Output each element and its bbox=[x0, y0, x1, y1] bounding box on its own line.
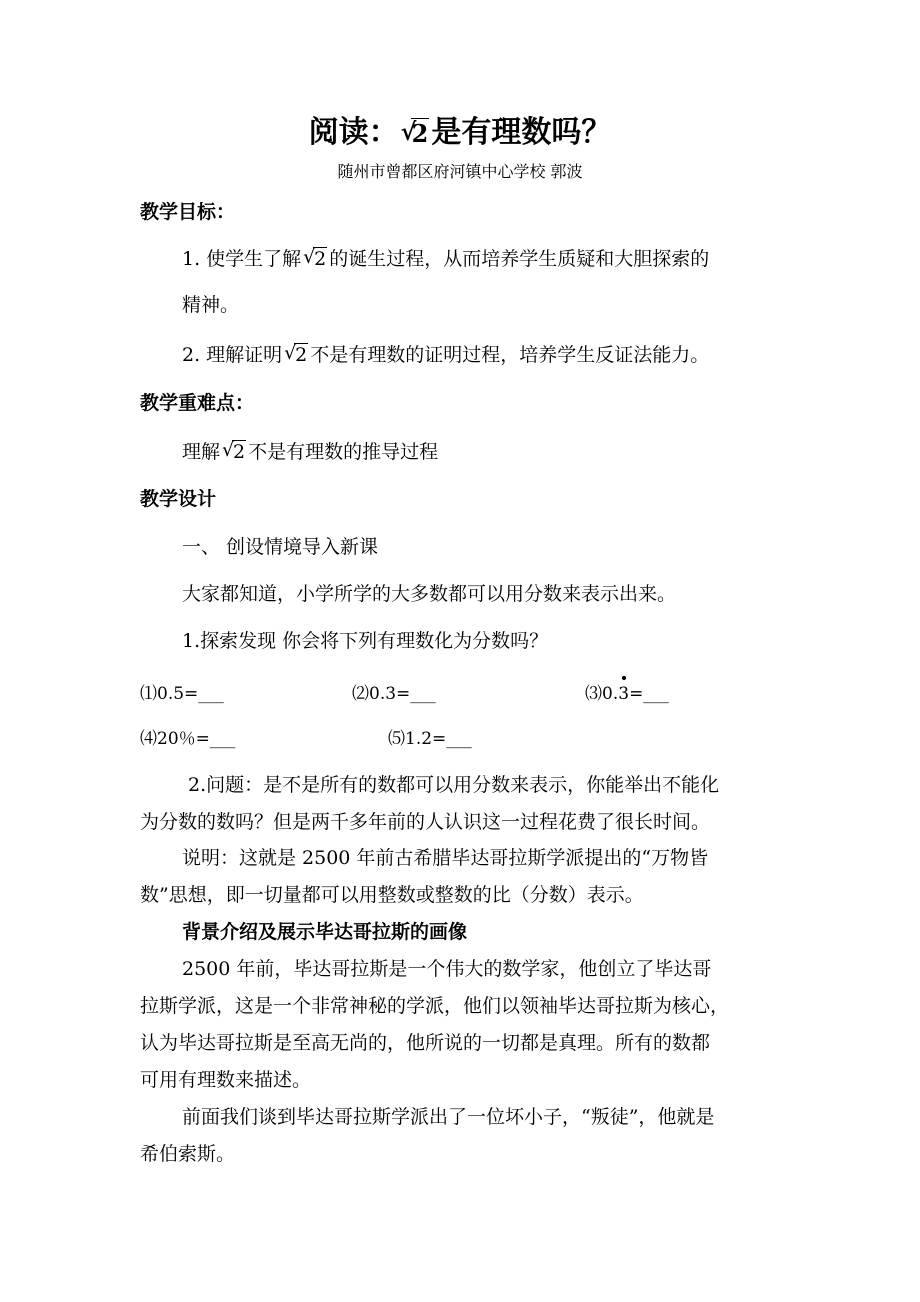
background-line-3: 认为毕达哥拉斯是至高无尚的，他所说的一切都是真理。所有的数都 bbox=[140, 1032, 711, 1054]
key-points-radicand: 2 bbox=[233, 441, 246, 463]
explore-line: 1.探索发现 你会将下列有理数化为分数吗？ bbox=[182, 630, 549, 652]
key-points-text-b: 不是有理数的推导过程 bbox=[248, 441, 439, 463]
background-line-1: 2500 年前，毕达哥拉斯是一个伟大的数学家，他创立了毕达哥 bbox=[182, 958, 712, 980]
intro-paragraph: 大家都知道，小学所学的大多数都可以用分数来表示出来。 bbox=[182, 583, 677, 605]
background-line-2: 拉斯学派，这是一个非常神秘的学派，他们以领袖毕达哥拉斯为核心， bbox=[140, 995, 730, 1017]
goal-item-1 bbox=[182, 246, 710, 270]
title-radicand: 2 bbox=[411, 119, 429, 148]
question-5: ⑸1.2=___ bbox=[388, 729, 472, 749]
section-1-title: 一、 创设情境导入新课 bbox=[182, 536, 379, 558]
sqrt-symbol: √ 2 bbox=[303, 246, 327, 270]
author-line: 随州市曾都区府河镇中心学校 郭波 bbox=[337, 162, 583, 181]
question-3-text-b: =___ bbox=[629, 684, 669, 704]
sqrt-symbol: √ 2 bbox=[400, 117, 429, 148]
key-points-text bbox=[182, 439, 439, 463]
question-3-text-a: ⑶0. bbox=[585, 684, 619, 704]
repeating-digit: 3 bbox=[618, 684, 630, 704]
page-title bbox=[0, 115, 920, 150]
question-2: ⑵0.3=___ bbox=[352, 684, 436, 704]
question-paragraph-line-1: 2.问题：是不是所有的数都可以用分数来表示，你能举出不能化 bbox=[188, 774, 720, 796]
design-heading: 教学设计 bbox=[140, 488, 217, 510]
background-heading: 背景介绍及展示毕达哥拉斯的画像 bbox=[182, 921, 468, 943]
goal-item-2 bbox=[182, 342, 710, 366]
question-1: ⑴0.5=___ bbox=[140, 684, 224, 704]
sqrt-symbol: √ 2 bbox=[222, 439, 246, 463]
key-points-text-a: 理解 bbox=[182, 441, 221, 463]
goal-1-radicand: 2 bbox=[314, 248, 327, 270]
goal-item-1-cont: 精神。 bbox=[182, 294, 240, 316]
goal-1-text-a: 1. 使学生了解 bbox=[182, 248, 302, 270]
title-suffix: 是有理数吗？ bbox=[431, 115, 612, 150]
background-line-4: 可用有理数来描述。 bbox=[140, 1069, 312, 1091]
note-line-1: 说明：这就是 2500 年前古希腊毕达哥拉斯学派提出的“万物皆 bbox=[182, 847, 709, 869]
goal-2-radicand: 2 bbox=[295, 344, 308, 366]
sqrt-symbol: √ 2 bbox=[284, 342, 308, 366]
question-3 bbox=[585, 686, 669, 703]
title-prefix: 阅读： bbox=[308, 115, 399, 150]
goal-1-text-b: 的诞生过程，从而培养学生质疑和大胆探索的 bbox=[329, 248, 710, 270]
paragraph-2-line-2: 希伯索斯。 bbox=[140, 1143, 236, 1165]
question-4: ⑷20％=___ bbox=[140, 729, 236, 749]
question-paragraph-line-2: 为分数的数吗？但是两千多年前的人认识这一过程花费了很长时间。 bbox=[140, 811, 711, 833]
key-points-heading: 教学重难点： bbox=[140, 392, 255, 414]
goals-heading: 教学目标： bbox=[140, 201, 236, 223]
paragraph-2-line-1: 前面我们谈到毕达哥拉斯学派出了一位坏小子，“叛徒”，他就是 bbox=[182, 1106, 715, 1128]
note-line-2: 数”思想，即一切量都可以用整数或整数的比（分数）表示。 bbox=[140, 884, 644, 906]
goal-2-text-a: 2. 理解证明 bbox=[182, 344, 283, 366]
goal-2-text-b: 不是有理数的证明过程，培养学生反证法能力。 bbox=[310, 344, 710, 366]
